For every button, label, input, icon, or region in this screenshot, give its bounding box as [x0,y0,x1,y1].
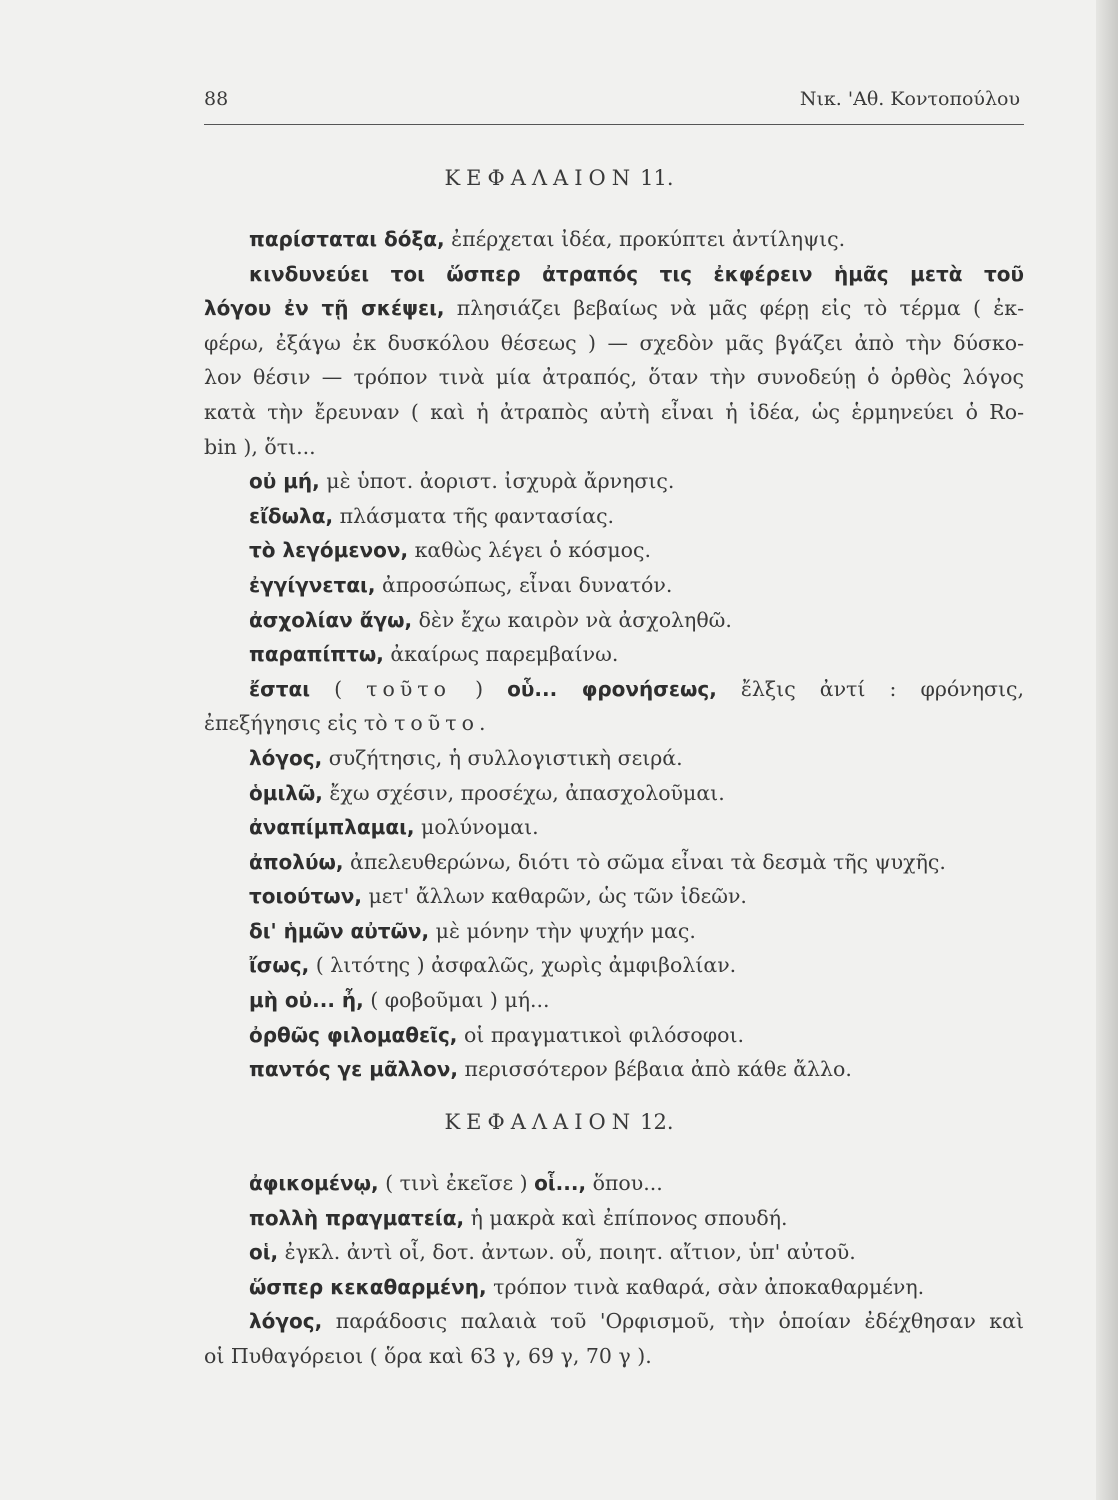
chapter-number: 12. [640,1110,674,1134]
entry-term: λόγου ἐν τῇ σκέψει, [204,296,445,321]
glossary-entry: παντός γε μᾶλλον, περισσότερον βέβαια ἀπὸ κάθε ἄλλο. [249,1057,852,1082]
entry-term: ὥσπερ κεκαθαρμένη, [249,1274,487,1299]
entry-term: οἱ, [249,1240,279,1265]
entry-term: λόγος, [249,745,323,770]
entry-term: οἷ..., [534,1171,587,1195]
glossary-entry: ὁμιλῶ, ἔχω σχέσιν, προσέχω, ἀπασχολοῦμαι. [249,780,725,805]
chapter-number: 11. [640,166,674,190]
entry-term: παρίσταται δόξα, [249,227,445,251]
chapter-label: ΚΕΦΑΛΑΙΟΝ [444,1110,637,1134]
entry-term: ἀσχολίαν ἄγω, [249,607,413,632]
header-rule [204,124,1024,125]
chapter-heading-11 [0,166,1118,190]
glossary-entry-continuation: λόγου ἐν τῇ σκέψει, πλησιάζει βεβαίως νὰ μᾶς φέρῃ εἰς τὸ τέρμα ( ἐκ- [204,296,1024,321]
glossary-entry: ἴσως, ( λιτότης ) ἀσφαλῶς, χωρὶς ἀμφιβολίαν. [249,953,737,978]
glossary-entry: τὸ λεγόμενον, καθὼς λέγει ὁ κόσμος. [249,538,651,563]
entry-term: δι' ἡμῶν αὐτῶν, [249,918,430,943]
glossary-entry: ἀσχολίαν ἄγω, δὲν ἔχω καιρὸν νὰ ἀσχοληθῶ. [249,607,732,632]
glossary-entry: τοιούτων, μετ' ἄλλων καθαρῶν, ὡς τῶν ἰδεῶν. [249,884,747,909]
glossary-entry: ὥσπερ κεκαθαρμένη, τρόπον τινὰ καθαρά, σὰν ἀποκαθαρμένη. [249,1274,925,1299]
glossary-entry: λόγος, παράδοσις παλαιὰ τοῦ 'Ορφισμοῦ, τὴν ὁποίαν ἐδέχθησαν καὶ [249,1309,1024,1334]
entry-term: πολλὴ πραγματεία, [249,1205,465,1230]
entry-term: παντός γε μᾶλλον, [249,1057,458,1082]
entry-term: ἐγγίγνεται, [249,572,376,597]
chapter-11-glossary [204,222,1024,1087]
glossary-entry-continuation: οἱ Πυθαγόρειοι ( ὅρα καὶ 63 γ, 69 γ, 70 γ ). [204,1343,652,1368]
entry-term: λόγος, [249,1309,323,1334]
glossary-entry: πολλὴ πραγματεία, ἡ μακρὰ καὶ ἐπίπονος σπουδή. [249,1205,788,1230]
chapter-12-glossary [204,1166,1024,1374]
glossary-entry: ἀπολύω, ἀπελευθερώνω, διότι τὸ σῶμα εἶναι τὰ δεσμὰ τῆς ψυχῆς. [249,849,946,874]
page-number: 88 [204,88,229,110]
glossary-entry-continuation: φέρω, ἐξάγω ἐκ δυσκόλου θέσεως ) — σχεδὸν μᾶς βγάζει ἀπὸ τὴν δύσκο- [204,330,1024,355]
glossary-entry: δι' ἡμῶν αὐτῶν, μὲ μόνην τὴν ψυχήν μας. [249,918,696,943]
chapter-heading-12 [0,1110,1118,1134]
glossary-entry: οὐ μή, μὲ ὑποτ. ἀοριστ. ἰσχυρὰ ἄρνησις. [249,469,675,494]
running-header [204,88,1020,118]
glossary-entry-continuation: λον θέσιν — τρόπον τινὰ μία ἀτραπός, ὅταν τὴν συνοδεύῃ ὁ ὀρθὸς λόγος [204,365,1024,390]
glossary-entry: ἐγγίγνεται, ἀπροσώπως, εἶναι δυνατόν. [249,572,673,597]
entry-term: ἔσται [249,676,311,701]
running-head-author: Νικ. 'Αθ. Κοντοπούλου [799,88,1020,110]
chapter-label: ΚΕΦΑΛΑΙΟΝ [444,166,637,190]
entry-term: εἴδωλα, [249,503,334,528]
entry-term: τοιούτων, [249,884,362,909]
entry-term: τὸ λεγόμενον, [249,538,409,563]
glossary-entry-continuation: κατὰ τὴν ἔρευναν ( καὶ ἡ ἀτραπὸς αὐτὴ εἶναι ἡ ἰδέα, ὡς ἑρμηνεύει ὁ Ro- [204,399,1024,424]
glossary-entry [204,257,1024,292]
entry-term: μὴ οὐ... ἦ, [249,988,364,1013]
glossary-entry-continuation: bin ), ὅτι... [204,434,316,459]
glossary-entry: λόγος, συζήτησις, ἡ συλλογιστικὴ σειρά. [249,745,683,770]
entry-term: οὐ μή, [249,469,320,494]
glossary-entry: οἱ, ἐγκλ. ἀντὶ οἷ, δοτ. ἀντων. οὗ, ποιητ. αἴτιον, ὑπ' αὐτοῦ. [249,1240,856,1265]
glossary-entry: παραπίπτω, ἀκαίρως παρεμβαίνω. [249,642,619,667]
entry-term: ἀπολύω, [249,849,344,874]
glossary-entry-continuation: ἐπεξήγησις εἰς τὸ τοῦτο. [204,711,486,736]
entry-term: οὗ... φρονήσεως, [507,676,717,701]
entry-term: ἀφικομένῳ, [249,1171,379,1195]
glossary-entry: μὴ οὐ... ἦ, ( φοβοῦμαι ) μή... [249,988,550,1013]
glossary-entry: παρίσταται δόξα, ἐπέρχεται ἰδέα, προκύπτει ἀντίληψις. [249,227,846,251]
entry-term: παραπίπτω, [249,642,384,667]
glossary-entry: ἀναπίμπλαμαι, μολύνομαι. [249,815,539,840]
glossary-entry: εἴδωλα, πλάσματα τῆς φαντασίας. [249,503,615,528]
entry-term: κινδυνεύει τοι ὥσπερ ἀτραπός τις ἐκφέρειν ἡμᾶς μετὰ τοῦ [249,261,1024,286]
entry-term: ἴσως, [249,953,310,978]
entry-term: ὁμιλῶ, [249,780,323,805]
entry-term: ἀναπίμπλαμαι, [249,815,415,840]
page-edge-shadow [1096,0,1118,1500]
glossary-entry: ὀρθῶς φιλομαθεῖς, οἱ πραγματικοὶ φιλόσοφοι. [249,1022,745,1047]
glossary-entry: ἔσται ( τοῦτο ) οὗ... φρονήσεως, ἔλξις ἀντί : φρόνησις, [249,676,1025,701]
entry-term: ὀρθῶς φιλομαθεῖς, [249,1022,458,1047]
glossary-entry: ἀφικομένῳ, ( τινὶ ἐκεῖσε ) οἷ..., ὅπου... [249,1171,663,1195]
